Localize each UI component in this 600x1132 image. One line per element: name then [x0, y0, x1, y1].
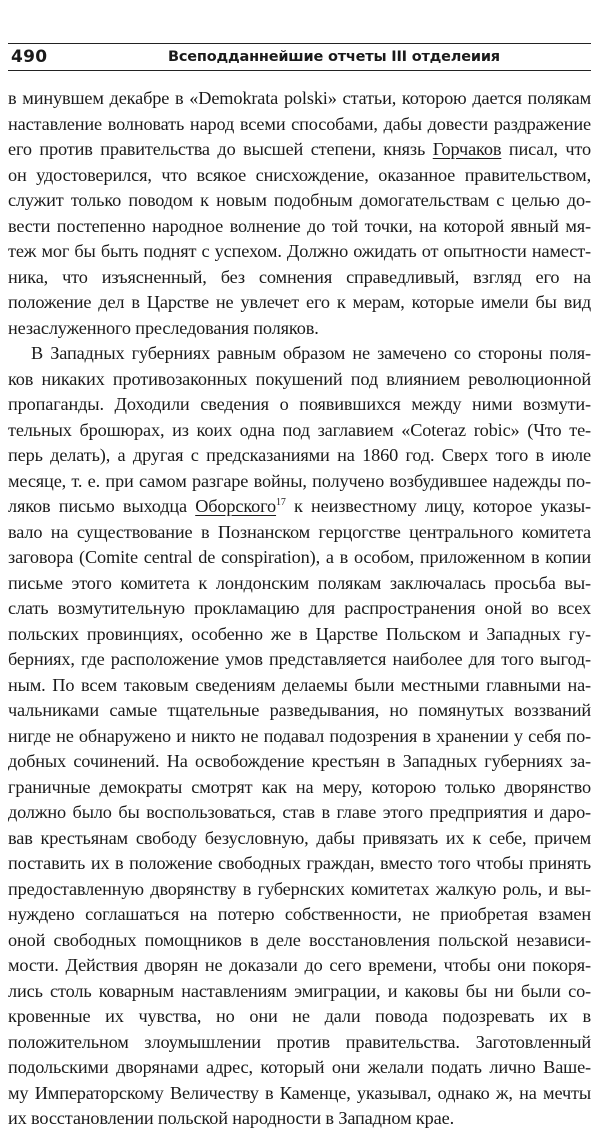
- text-line: заговора (Comite central de conspiration), а в особом, приложенном в копии: [8, 547, 591, 567]
- text-line: мости. Действия дворян не доказали до сего времени, чтобы они покоря-: [8, 955, 591, 975]
- text-line: положительном злоумышлении против правительства. Заготовленный: [8, 1031, 591, 1052]
- text-line: предоставленную дворянству в губернских комитетах жалкую роль, и вы-: [8, 878, 591, 899]
- footnote-marker[interactable]: 17: [276, 496, 286, 508]
- header-top-rule: [8, 43, 591, 44]
- person-reference-oborsky[interactable]: Оборского: [195, 496, 277, 516]
- text-line: кровенные их чувства, но они не дали повода подозревать их в: [8, 1006, 591, 1026]
- text-line: нигде не обнаружено и никто не подавал подозрения в хранении у себя по-: [8, 725, 591, 746]
- text-line: лись столь коварным наставлениям эмиграции, и каковы бы ни были со-: [8, 980, 591, 1001]
- text-line: письме этого комитета к лондонским полякам заключалась просьба вы-: [8, 572, 591, 593]
- running-title: Всеподданнейшие отчеты III отделеиия: [168, 49, 500, 65]
- text-line: вало на существование в Познанском герцогстве центрального комитета: [8, 521, 591, 542]
- text-line: ника, что изъясненный, без сомнения справедливый, взгляд его на: [8, 266, 591, 287]
- header-bottom-rule: [8, 70, 591, 71]
- text-line: должно было бы воспользоваться, став в главе этого предприятия и даро-: [8, 802, 591, 822]
- text-line: нуждено соглашаться на потерю собственности, не приобретая взамен: [8, 904, 591, 924]
- text-line: польских провинциях, особенно же в Царстве Польском и Западных гу-: [8, 623, 591, 644]
- running-header: [8, 47, 591, 69]
- text-line: [8, 137, 591, 163]
- text-line: в минувшем декабре в «Demokrata polski» статьи, которою дается полякам: [8, 88, 591, 108]
- text-line: оной свободных помощников в деле восстановления польской независи-: [8, 929, 591, 950]
- text-line: граничные демократы смотрят как на меру, которою только дворянство: [8, 776, 591, 797]
- paragraph-start-line: В Западных губерниях равным образом не замечено со стороны поля-: [31, 343, 591, 363]
- text-line: он удостоверился, что всякое снисхождение, оказанное правительством,: [8, 164, 591, 185]
- person-reference-gorchakov[interactable]: Горчаков: [432, 139, 502, 159]
- text-line: [8, 494, 591, 520]
- text-line: теж мог бы быть поднят с успехом. Должно ожидать от опытности намест-: [8, 241, 591, 261]
- page-number: 490: [11, 47, 48, 67]
- text-line: месяце, т. е. при самом разгаре войны, получено возбудившее надежды по-: [8, 470, 591, 491]
- text-line: слать возмутительную прокламацию для распространения оной во всех: [8, 598, 591, 618]
- text-line: ным. По всем таковым сведениям делаемы были местными главными на-: [8, 674, 591, 695]
- text-line: берниях, где расположение умов представляется наиболее для того выгод-: [8, 649, 591, 669]
- text-line: вести постепенно народное волнение до той точки, на которой явный мя-: [8, 215, 591, 236]
- paragraph-end-line: незаслуженного преследования поляков.: [8, 317, 319, 338]
- text-line: добных сочинений. На освобождение крестьян в Западных губерниях за-: [8, 751, 591, 771]
- text-line: наставление волновать народ всеми способами, дабы довести раздражение: [8, 113, 591, 134]
- text-fragment: его против правительства до высшей степени, князь: [8, 139, 433, 159]
- text-line: вав крестьянам свободу безусловную, дабы привязать их к себе, причем: [8, 827, 591, 848]
- text-line: положение дел в Царстве не увлечет его к мерам, которые имели бы вид: [8, 292, 591, 312]
- text-line: пропаганды. Доходили сведения о появившихся между ними возмути-: [8, 394, 591, 414]
- paragraph-end-line: их восстановлении польской народности в Западном крае.: [8, 1108, 454, 1128]
- text-fragment: ляков письмо выходца: [8, 496, 196, 516]
- text-fragment: писал, что: [501, 139, 591, 159]
- text-line: ков никаких противозаконных покушений под влиянием революционной: [8, 368, 591, 389]
- text-line: тельных брошюрах, из коих одна под заглавием «Coteraz robic» (Что те-: [8, 419, 591, 440]
- text-line: му Императорскому Величеству в Каменце, указывал, однако ж, на мечты: [8, 1082, 591, 1103]
- text-line: подольскими дворянами адрес, который они желали подать лично Ваше-: [8, 1057, 591, 1077]
- text-line: перь делать), а другая с предсказаниями на 1860 год. Сверх того в июле: [8, 445, 591, 465]
- text-fragment: к неизвестному лицу, которое указы-: [285, 496, 591, 516]
- text-line: чальниками самые тщательные разведывания, но помянутых воззваний: [8, 700, 591, 720]
- text-line: служит только поводом к новым подобным домогательствам с целью до-: [8, 190, 591, 210]
- text-line: поставить их в положение свободных граждан, вместо того чтобы принять: [8, 853, 591, 873]
